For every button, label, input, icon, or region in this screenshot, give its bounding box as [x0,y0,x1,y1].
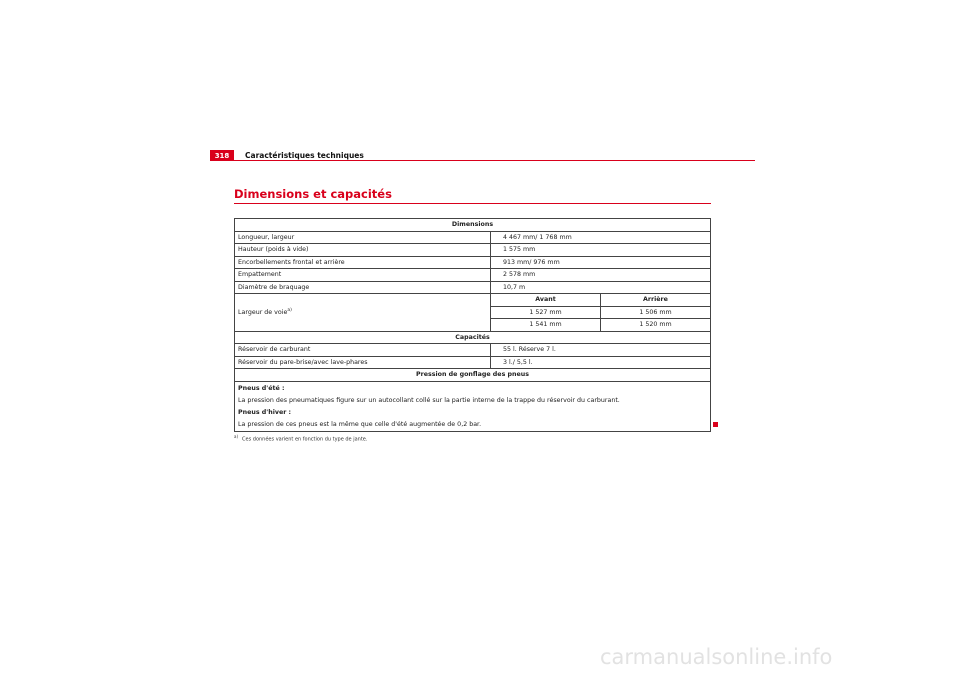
track-width-label [235,294,491,332]
row-label: Empattement [235,269,491,282]
row-value: 913 mm/ 976 mm [491,256,711,269]
row-label: Réservoir de carburant [235,344,491,357]
row-label: Longueur, largeur [235,231,491,244]
table-row [235,344,711,357]
table-row [235,369,711,382]
track-rear-value: 1 506 mm [601,306,711,319]
footnote [234,434,367,443]
track-col-rear: Arrière [601,294,711,307]
winter-tyres-text: La pression de ces pneus est la même que celle d'été augmentée de 0,2 bar. [238,420,482,428]
running-title: Caractéristiques techniques [245,151,364,160]
row-value: 55 l. Réserve 7 l. [491,344,711,357]
tyre-pressure-heading: Pression de gonflage des pneus [235,369,711,382]
table-row [235,331,711,344]
row-value: 10,7 m [491,281,711,294]
row-value: 3 l./ 5,5 l. [491,356,711,369]
table-row [235,219,711,232]
footnote-ref: a) [287,307,292,313]
track-front-value: 1 541 mm [491,319,601,332]
row-value: 4 467 mm/ 1 768 mm [491,231,711,244]
winter-tyres-title: Pneus d'hiver : [238,408,292,416]
table-row [235,256,711,269]
table-row [235,381,711,431]
section-end-marker [713,422,718,427]
summer-tyres-text: La pression des pneumatiques figure sur un autocollant collé sur la partie interne de la trappe du réservoir du carburant. [238,396,620,404]
page-number: 318 [210,150,234,161]
track-width-label-text: Largeur de voie [238,308,288,316]
table-row [235,356,711,369]
track-col-front: Avant [491,294,601,307]
summer-tyres-title: Pneus d'été : [238,384,285,392]
dimensions-heading: Dimensions [235,219,711,232]
title-rule [234,203,711,204]
table-row [235,244,711,257]
tyre-pressure-cell [235,381,711,431]
footnote-text: Ces données varient en fonction du type de jante. [242,436,368,443]
footnote-mark: a) [234,434,239,439]
row-label: Diamètre de braquage [235,281,491,294]
row-label: Réservoir du pare-brise/avec lave-phares [235,356,491,369]
table-row [235,281,711,294]
header-rule [234,160,755,161]
section-title: Dimensions et capacités [234,187,392,201]
track-rear-value: 1 520 mm [601,319,711,332]
capacities-heading: Capacités [235,331,711,344]
watermark: carmanualsonline.info [600,645,833,669]
table-row [235,294,711,307]
row-value: 1 575 mm [491,244,711,257]
table-row [235,269,711,282]
row-label: Encorbellements frontal et arrière [235,256,491,269]
row-value: 2 578 mm [491,269,711,282]
row-label: Hauteur (poids à vide) [235,244,491,257]
table-row [235,231,711,244]
specifications-table [234,218,711,432]
track-front-value: 1 527 mm [491,306,601,319]
